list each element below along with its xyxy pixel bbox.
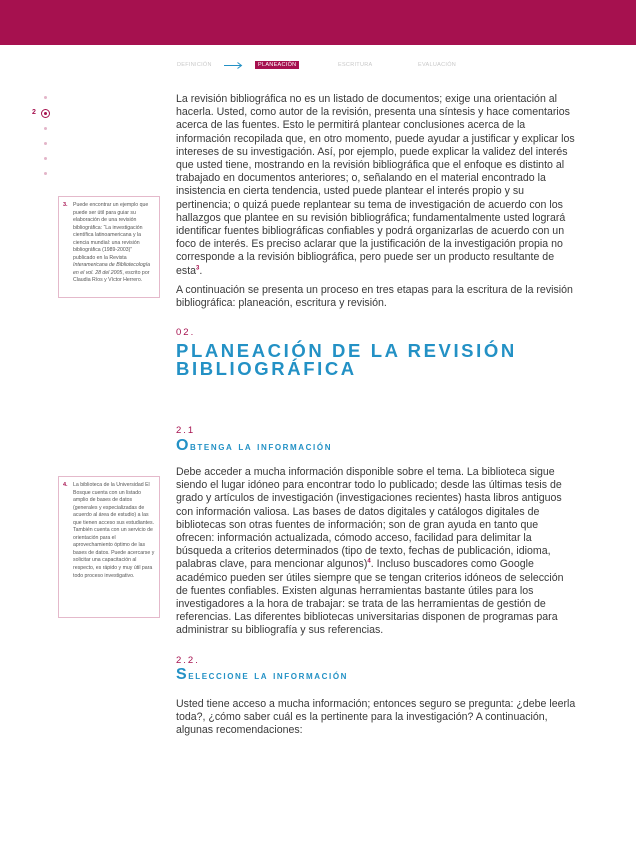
subsection-body <box>176 466 576 638</box>
page-dot <box>44 157 47 160</box>
paragraph: Usted tiene acceso a mucha información; entonces seguro se pregunta: ¿debe leerla toda?, ¿cómo saber cuál es la pertinente para la investigación? A continuación, algunas recomendaciones: <box>176 698 576 737</box>
paragraph: A continuación se presenta un proceso en tres etapas para la escritura de la revisión bibliográfica: planeación, escritura y revisión. <box>176 283 573 310</box>
step-evaluacion: EVALUACIÓN <box>418 62 457 68</box>
footnote-number: 4. <box>63 482 68 488</box>
step-planeacion-active: PLANEACIÓN <box>255 61 299 69</box>
arrow-right-icon <box>224 61 244 70</box>
section-title: PLANEACIÓN DE LA REVISIÓN BIBLIOGRÁFICA <box>176 340 517 379</box>
page-dot <box>44 96 47 99</box>
subsection-number: 2.2. <box>176 655 200 666</box>
footnote-3 <box>58 196 160 298</box>
intro-body <box>176 93 576 310</box>
step-escritura: ESCRITURA <box>338 62 373 68</box>
paragraph: Debe acceder a mucha información disponible sobre el tema. La biblioteca sigue siendo el lugar idóneo para encontrar todo lo publicado; desde las últimas tesis de grado y artículos de investigación (investigaciones recientes) hasta libros antiguos con información valiosa. Las bases de datos digitales y catálogos digitales de bibliotecas son otras fuentes de información; son de gran ayuda en tanto que ofrecen: información actualizada, cómodo acceso, facilidad para delimitar la búsqueda a criterios determinados (tipo de texto, fechas de publicación, idioma, palabras clave, para mencionar algunos)$^4$. Incluso buscadores como Google académico pueden ser útiles siempre que se tengan criterios idóneos de selección de fuentes confiables. Existen algunas herramientas bastante útiles para los investigadores a la hora de trabajar: se trata de las herramientas de gestión de referencias. Las diferentes bibliotecas universitarias disponen de programas para administrar su bibliografía y sus referencias. <box>176 466 564 637</box>
page-dot-active <box>41 109 50 118</box>
subsection-title: Seleccione la información <box>176 666 349 683</box>
subsection-number: 2.1 <box>176 425 196 436</box>
footnote-number: 3. <box>63 202 68 208</box>
process-step-nav <box>0 61 636 71</box>
paragraph: La revisión bibliográfica no es un listado de documentos; exige una orientación al hacerla. Usted, como autor de la revisión, presenta una síntesis y hace comentarios acerca de las fuentes. Esto le permitirá plantear conclusiones acerca de la información recopilada que, en otro momento, puede ayudar a justificar y explicar los intereses de su investigación. Así, por ejemplo, puede explicar la validez del interés que usted tiene, mostrando en la revisión bibliográfica que el enfoque es distinto al trabajado en documentos anteriores; o, señalando en el material encontrado la insistencia en cierta tendencia, usted puede plantear el interés propio y su pertinencia; o quizá puede replantear su tema de investigación de acuerdo con los hallazgos que plantee en su revisión bibliográfica; fundamentalmente usted logrará identificar fuentes bibliográficas confiables y podrá organizarlas de acuerdo con un foco de interés. Es preciso aclarar que la justificación de la investigación propia no corresponde a la revisión bibliográfica, pero puede ser un producto resultante de esta$^3$. <box>176 93 575 277</box>
subsection-title: Obtenga la información <box>176 437 333 454</box>
footnote-text: Puede encontrar un ejemplo que puede ser útil para guiar su elaboración de una revisión bibliográfica: “La investigación científica latinoamericana y la ciencia mundial: una revisión bibliográfica (1989-2003)” publicado en la Revista Interamericana de Bibliotecología en el vol. 28 del 2005, escrito por Claudia Ríos y Víctor Herrero. <box>73 202 150 284</box>
footnote-ref: 3 <box>196 265 200 272</box>
footnote-ref: 4 <box>367 558 371 565</box>
top-banner <box>0 0 636 45</box>
page-number: 2 <box>32 109 36 116</box>
footnote-text: La biblioteca de la Universidad El Bosque cuenta con un listado amplio de bases de datos (generales y especializadas de acuerdo al área de estudio) a las que tienen acceso sus estudiantes. También cuenta con un servicio de orientación para el aprovechamiento óptimo de las bases de datos. Puede acercarse y solicitar una capacitación al respecto, es rápido y muy útil para todo proceso investigativo. <box>73 482 155 579</box>
section-number: 02. <box>176 327 196 338</box>
step-definicion: DEFINICIÓN <box>177 62 212 68</box>
page-dot <box>44 127 47 130</box>
footnote-4 <box>58 476 160 618</box>
page-dot <box>44 172 47 175</box>
page-indicator <box>32 92 66 182</box>
subsection-body <box>176 698 576 738</box>
page-dot <box>44 142 47 145</box>
